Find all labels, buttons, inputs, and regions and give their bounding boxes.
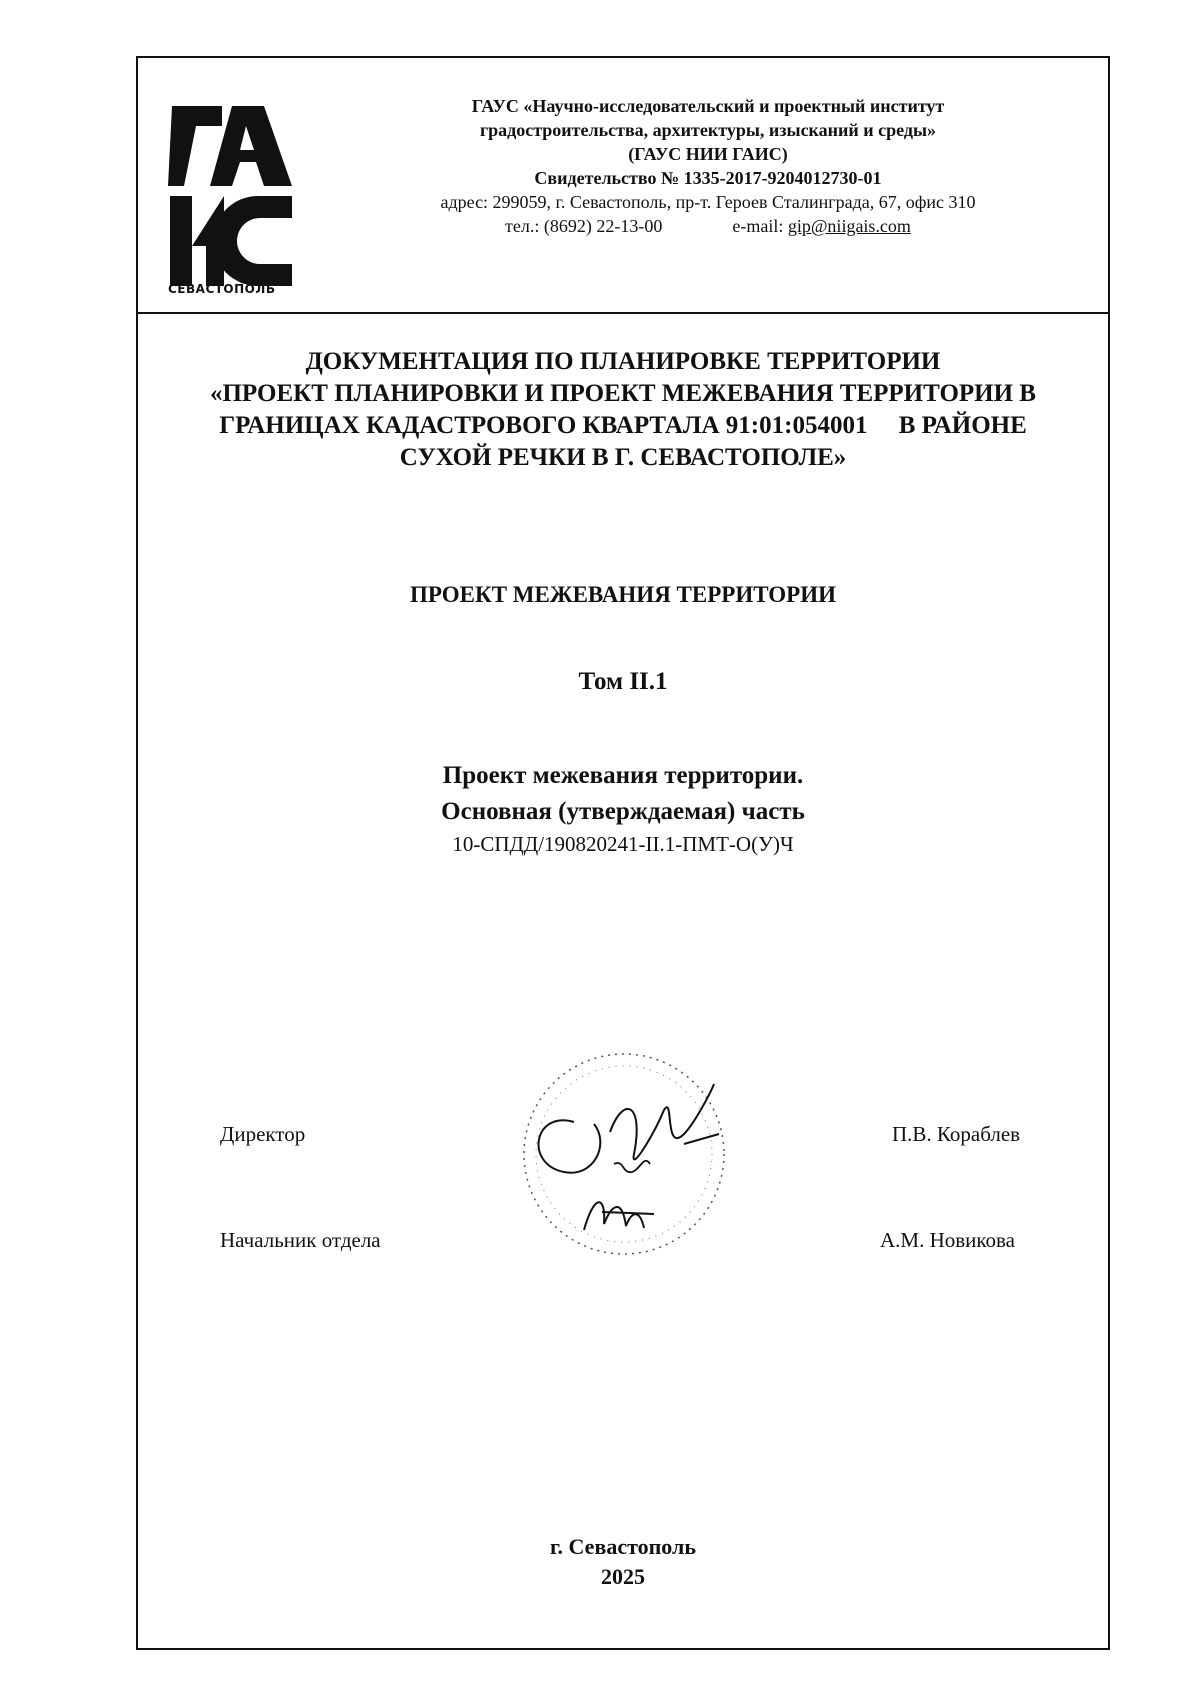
page-frame: [136, 56, 1110, 1650]
gais-logo: [166, 86, 306, 306]
part-line: Основная (утверждаемая) часть: [441, 798, 805, 825]
letterhead: [138, 58, 1108, 314]
org-name-line1: ГАУС «Научно-исследовательский и проектный институт: [471, 96, 945, 116]
footer-city: г. Севастополь: [550, 1534, 696, 1559]
org-phone: тел.: (8692) 22-13-00: [505, 216, 663, 236]
organization-block: [338, 94, 1078, 238]
signature-role-head: Начальник отдела: [220, 1228, 381, 1252]
org-short-name: (ГАУС НИИ ГАИС): [628, 144, 788, 164]
volume-number: Том II.1: [578, 668, 668, 695]
logo-caption: СЕВАСТОПОЛЬ: [168, 282, 276, 296]
title-line: СУХОЙ РЕЧКИ В Г. СЕВАСТОПОЛЕ»: [399, 444, 847, 471]
signature-name-director: П.В. Кораблев: [892, 1122, 1021, 1146]
section-title: ПРОЕКТ МЕЖЕВАНИЯ ТЕРРИТОРИИ: [409, 582, 836, 607]
title-line: ГРАНИЦАХ КАДАСТРОВОГО КВАРТАЛА 91:01:054001 В РАЙОНЕ: [219, 412, 1027, 439]
part-title: [138, 758, 1108, 830]
document-title: [138, 346, 1108, 474]
title-line: «ПРОЕКТ ПЛАНИРОВКИ И ПРОЕКТ МЕЖЕВАНИЯ ТЕРРИТОРИИ В: [209, 380, 1036, 407]
org-address: адрес: 299059, г. Севастополь, пр-т. Героев Сталинграда, 67, офис 310: [440, 192, 976, 212]
org-certificate: Свидетельство № 1335-2017-9204012730-01: [534, 168, 882, 188]
org-email-link[interactable]: gip@niigais.com: [787, 216, 911, 236]
stamp-and-signatures: [514, 1014, 754, 1274]
footer-year: 2025: [601, 1564, 645, 1589]
signature-role-director: Директор: [220, 1122, 306, 1146]
title-line: ДОКУМЕНТАЦИЯ ПО ПЛАНИРОВКЕ ТЕРРИТОРИИ: [305, 348, 941, 375]
part-line: Проект межевания территории.: [442, 762, 804, 789]
document-code: 10-СПДД/190820241-II.1-ПМТ-О(У)Ч: [452, 832, 794, 856]
org-name-line2: градостроительства, архитектуры, изысканий и среды»: [479, 120, 937, 140]
footer: [138, 1532, 1108, 1592]
signature-name-head: А.М. Новикова: [880, 1228, 1016, 1252]
org-contacts: [338, 214, 1078, 238]
org-email-label: e-mail:: [732, 216, 784, 236]
